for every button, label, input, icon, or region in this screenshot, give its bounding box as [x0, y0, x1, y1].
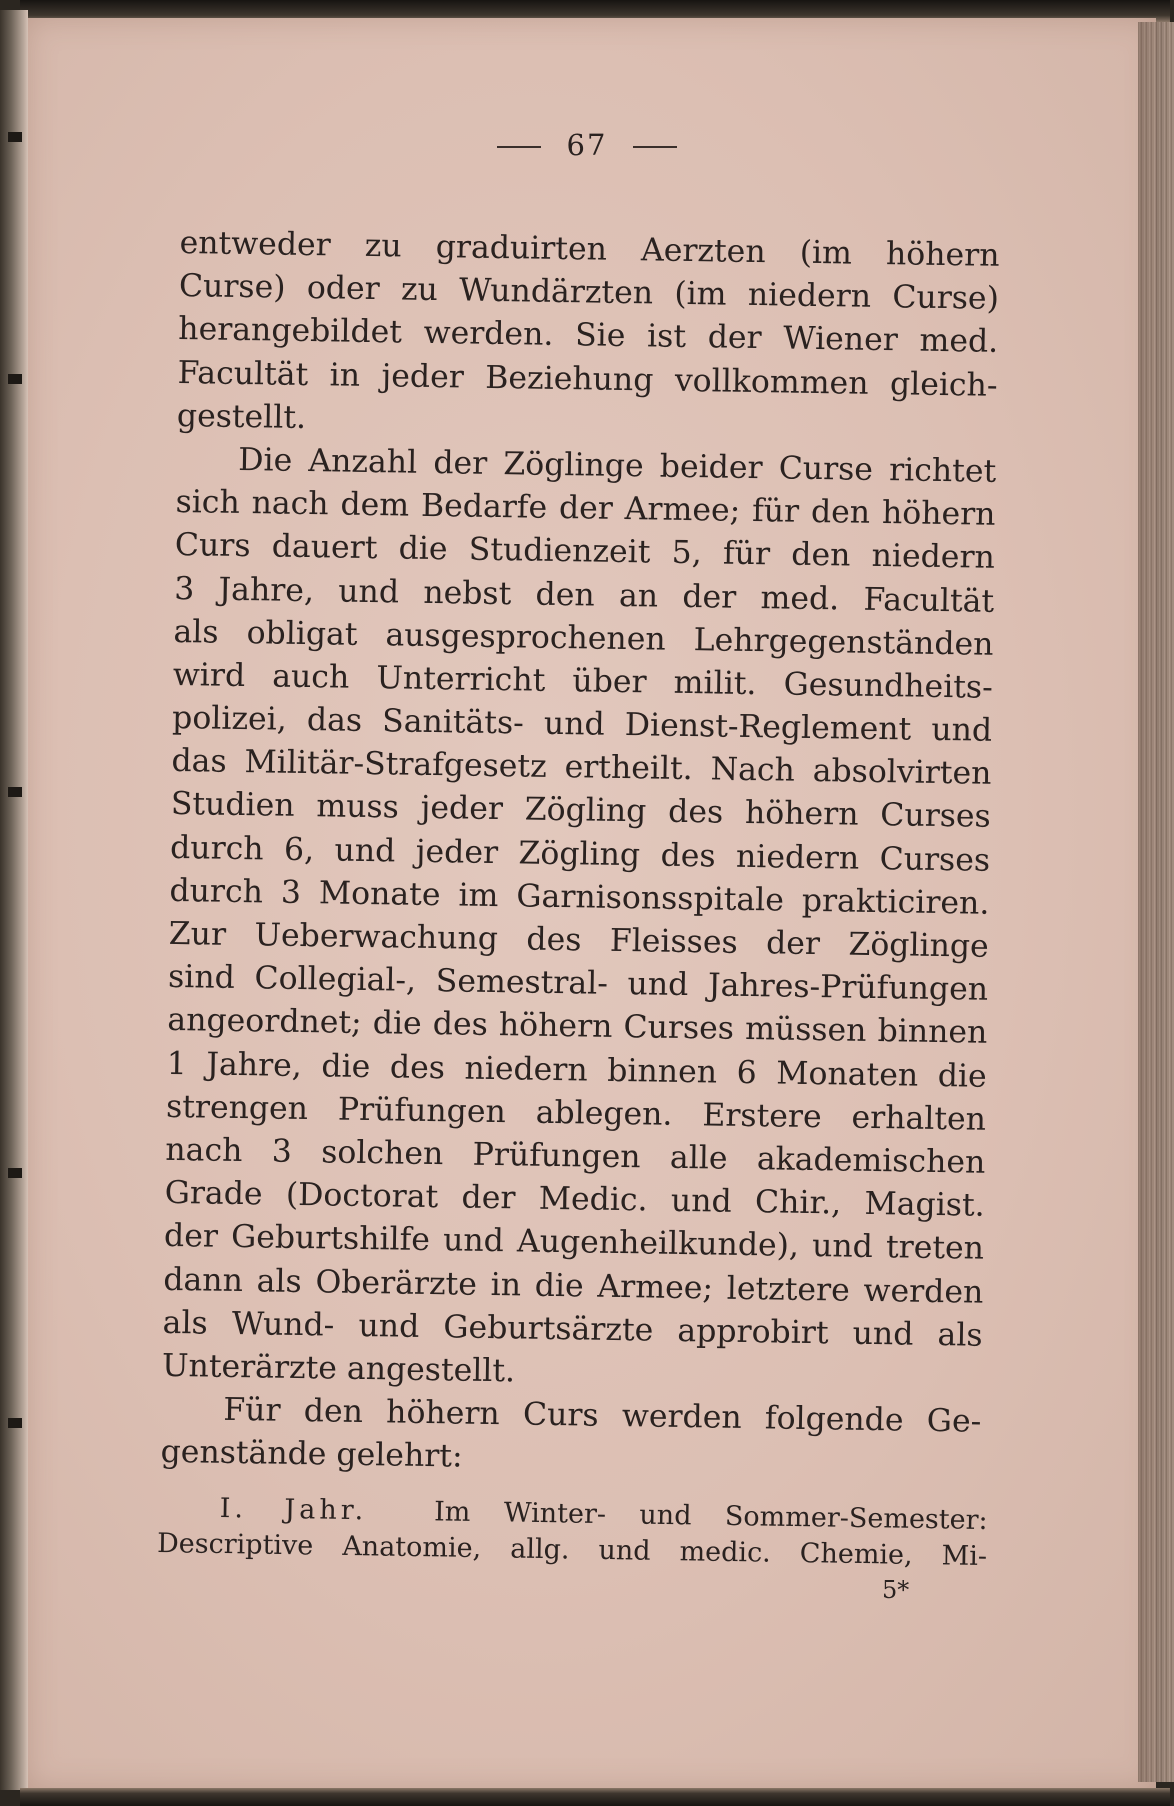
course-list — [157, 1490, 988, 1575]
text-line: als Wund- und Geburtsärzte approbirt und als — [162, 1304, 983, 1354]
text-line: Grade (Doctorat der Medic. und Chir., Magist. — [164, 1175, 985, 1224]
text-line: Curse) oder zu Wundärzten (im niedern Curse) — [178, 268, 1000, 318]
text-line: Für den höhern Curs werden folgende Ge- — [223, 1391, 982, 1440]
text-line: durch 6, und jeder Zögling des niedern Curses — [169, 829, 991, 879]
text-line: nach 3 solchen Prüfungen alle akademischen — [165, 1131, 986, 1181]
year-label: I. Jahr. — [219, 1492, 368, 1527]
text-line: als obligat ausgesprochenen Lehrgegenständen — [173, 613, 994, 663]
text-line: 3 Jahre, und nebst den an der med. Facultät — [173, 570, 995, 620]
text-line: Facultät in jeder Beziehung vollkommen gleich- — [177, 354, 998, 404]
fore-edge — [1138, 22, 1174, 1782]
signature-mark: 5* — [882, 1576, 910, 1604]
text-line: Die Anzahl der Zöglinge beider Curse richtet — [237, 441, 997, 490]
text-line: sind Collegial-, Semestral- und Jahres-Prüfungen — [167, 959, 989, 1008]
text-line: wird auch Unterricht über milit. Gesundheits- — [172, 656, 994, 706]
header-dash-right — [633, 146, 677, 148]
text-line: Curs dauert die Studienzeit 5, für den niedern — [174, 527, 996, 577]
text-line: das Militär-Strafgesetz ertheilt. Nach absolvirten — [171, 743, 992, 793]
text-line: angeordnet; die des höhern Curses müssen binnen — [167, 1002, 988, 1052]
text-line: Unterärzte angestellt. — [161, 1347, 516, 1390]
text-line: Studien muss jeder Zögling des höhern Curses — [170, 786, 992, 836]
text-line: 1 Jahre, die des niedern binnen 6 Monaten die — [166, 1045, 987, 1095]
text-line: durch 3 Monate im Garnisonsspitale prakticiren. — [169, 872, 990, 922]
binding-thread — [8, 787, 22, 797]
semester-label: Im Winter- und Sommer-Semester: — [433, 1496, 988, 1537]
text-line: der Geburtshilfe und Augenheilkunde), und treten — [163, 1218, 985, 1268]
bottom-edge-shadow — [20, 1788, 1170, 1806]
text-line: strengen Prüfungen ablegen. Erstere erhalten — [165, 1088, 987, 1138]
text-line: herangebildet werden. Sie ist der Wiener med. — [178, 311, 999, 361]
text-line: Descriptive Anatomie, allg. und medic. Chemie, Mi- — [156, 1527, 988, 1573]
binding-edge — [0, 10, 28, 1790]
text-line: dann als Oberärzte in die Armee; letztere werden — [163, 1261, 984, 1311]
binding-thread — [8, 1168, 22, 1178]
header-dash-left — [497, 146, 541, 148]
text-line: gestellt. — [176, 397, 307, 436]
text-line: sich nach dem Bedarfe der Armee; für den höhern — [175, 484, 996, 533]
binding-thread — [8, 374, 22, 384]
text-line: Zur Ueberwachung des Fleisses der Zöglinge — [168, 915, 989, 965]
text-line: genstände gelehrt: — [160, 1434, 463, 1475]
body-text — [160, 222, 1000, 1487]
text-line: entweder zu graduirten Aerzten (im höhern — [179, 224, 1000, 274]
text-line: polizei, das Sanitäts- und Dienst-Reglement und — [171, 700, 993, 749]
binding-thread — [8, 1418, 22, 1428]
page-number-header — [0, 128, 1174, 162]
page-number: 67 — [566, 128, 608, 162]
